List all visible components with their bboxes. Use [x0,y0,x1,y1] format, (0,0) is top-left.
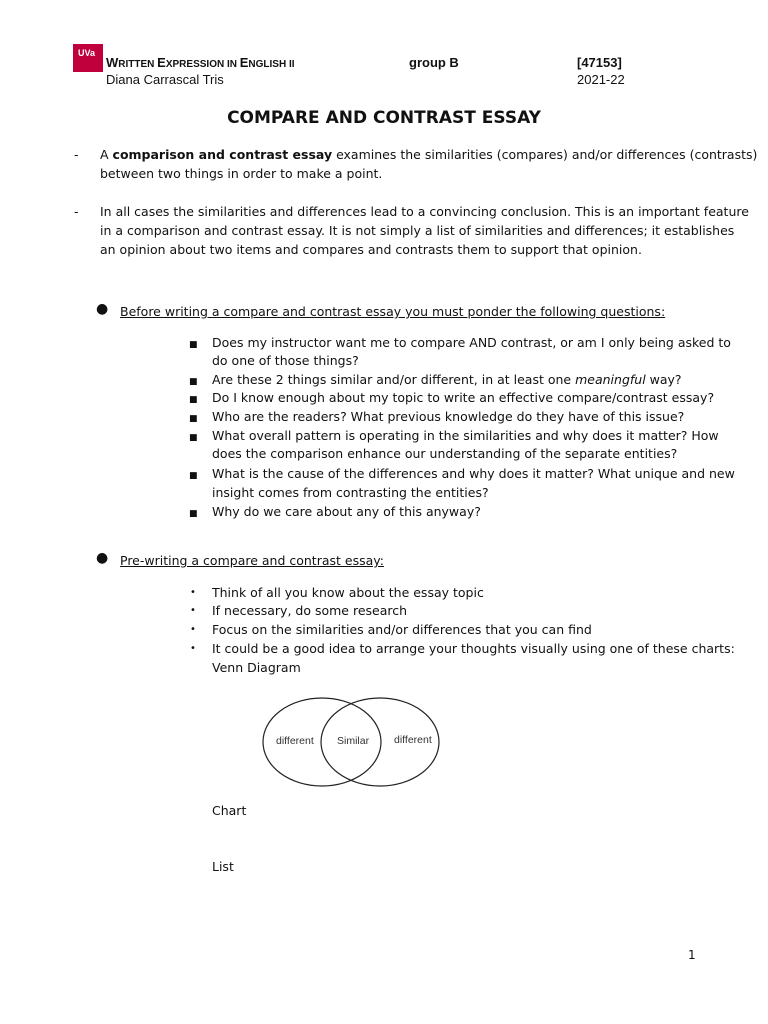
bullet-icon: ● [96,550,109,566]
square-bullet-icon: ■ [189,395,198,405]
chart-label: Chart [212,803,247,818]
author-name: Diana Carrascal Tris [106,72,224,87]
dot-bullet-icon: • [190,624,196,635]
question-item-cont: do one of those things? [212,353,359,368]
question-item: What is the cause of the differences and why does it matter? What unique and new [212,466,735,481]
page-number: 1 [688,948,696,962]
page-title: COMPARE AND CONTRAST ESSAY [227,108,541,128]
square-bullet-icon: ■ [189,509,198,519]
dash-marker: - [74,204,79,219]
venn-diagram-label: Venn Diagram [212,660,301,675]
section-2-heading: Pre-writing a compare and contrast essay: [120,553,384,568]
question-item-cont: does the comparison enhance our understanding of the separate entities? [212,446,678,461]
square-bullet-icon: ■ [189,471,198,481]
intro-paragraph-1-line-2: between two things in order to make a point. [100,166,383,181]
uva-logo: UVa [73,44,103,72]
dot-bullet-icon: • [190,587,196,598]
question-item: Why do we care about any of this anyway? [212,504,481,519]
square-bullet-icon: ■ [189,433,198,443]
bullet-icon: ● [96,301,109,317]
prewriting-item: If necessary, do some research [212,603,408,618]
course-code: [47153] [577,55,622,70]
square-bullet-icon: ■ [189,414,198,424]
question-item: What overall pattern is operating in the similarities and why does it matter? How [212,428,719,443]
list-label: List [212,859,234,874]
square-bullet-icon: ■ [189,340,198,350]
venn-diagram [260,694,450,790]
academic-year: 2021-22 [577,72,625,87]
question-item: Who are the readers? What previous knowledge do they have of this issue? [212,409,685,424]
dot-bullet-icon: • [190,605,196,616]
intro-paragraph-2-line-3: an opinion about two items and compares and contrasts them to support that opinion. [100,242,642,257]
prewriting-item: Think of all you know about the essay topic [212,585,484,600]
question-item: Are these 2 things similar and/or different, in at least one meaningful way? [212,372,682,387]
question-item: Do I know enough about my topic to write an effective compare/contrast essay? [212,390,715,405]
section-1-heading: Before writing a compare and contrast essay you must ponder the following questions: [120,304,666,319]
question-item: Does my instructor want me to compare AND contrast, or am I only being asked to [212,335,731,350]
square-bullet-icon: ■ [189,377,198,387]
prewriting-item: It could be a good idea to arrange your thoughts visually using one of these charts: [212,641,735,656]
venn-left-label: different [276,735,314,747]
question-item-cont: insight comes from contrasting the entities? [212,485,489,500]
dot-bullet-icon: • [190,643,196,654]
prewriting-item: Focus on the similarities and/or differences that you can find [212,622,592,637]
course-title: WRITTEN EXPRESSION IN ENGLISH II [106,55,295,70]
dash-marker: - [74,147,79,162]
venn-middle-label: Similar [337,735,370,747]
group-label: group B [409,55,459,70]
intro-paragraph-2-line-1: In all cases the similarities and differences lead to a convincing conclusion. This is an important feature [100,204,749,219]
intro-paragraph-2-line-2: in a comparison and contrast essay. It is not simply a list of similarities and differences; it establishes [100,223,735,238]
venn-right-label: different [394,734,432,746]
intro-paragraph-1-line-1: A comparison and contrast essay examines the similarities (compares) and/or differences (contrasts) [100,147,758,162]
